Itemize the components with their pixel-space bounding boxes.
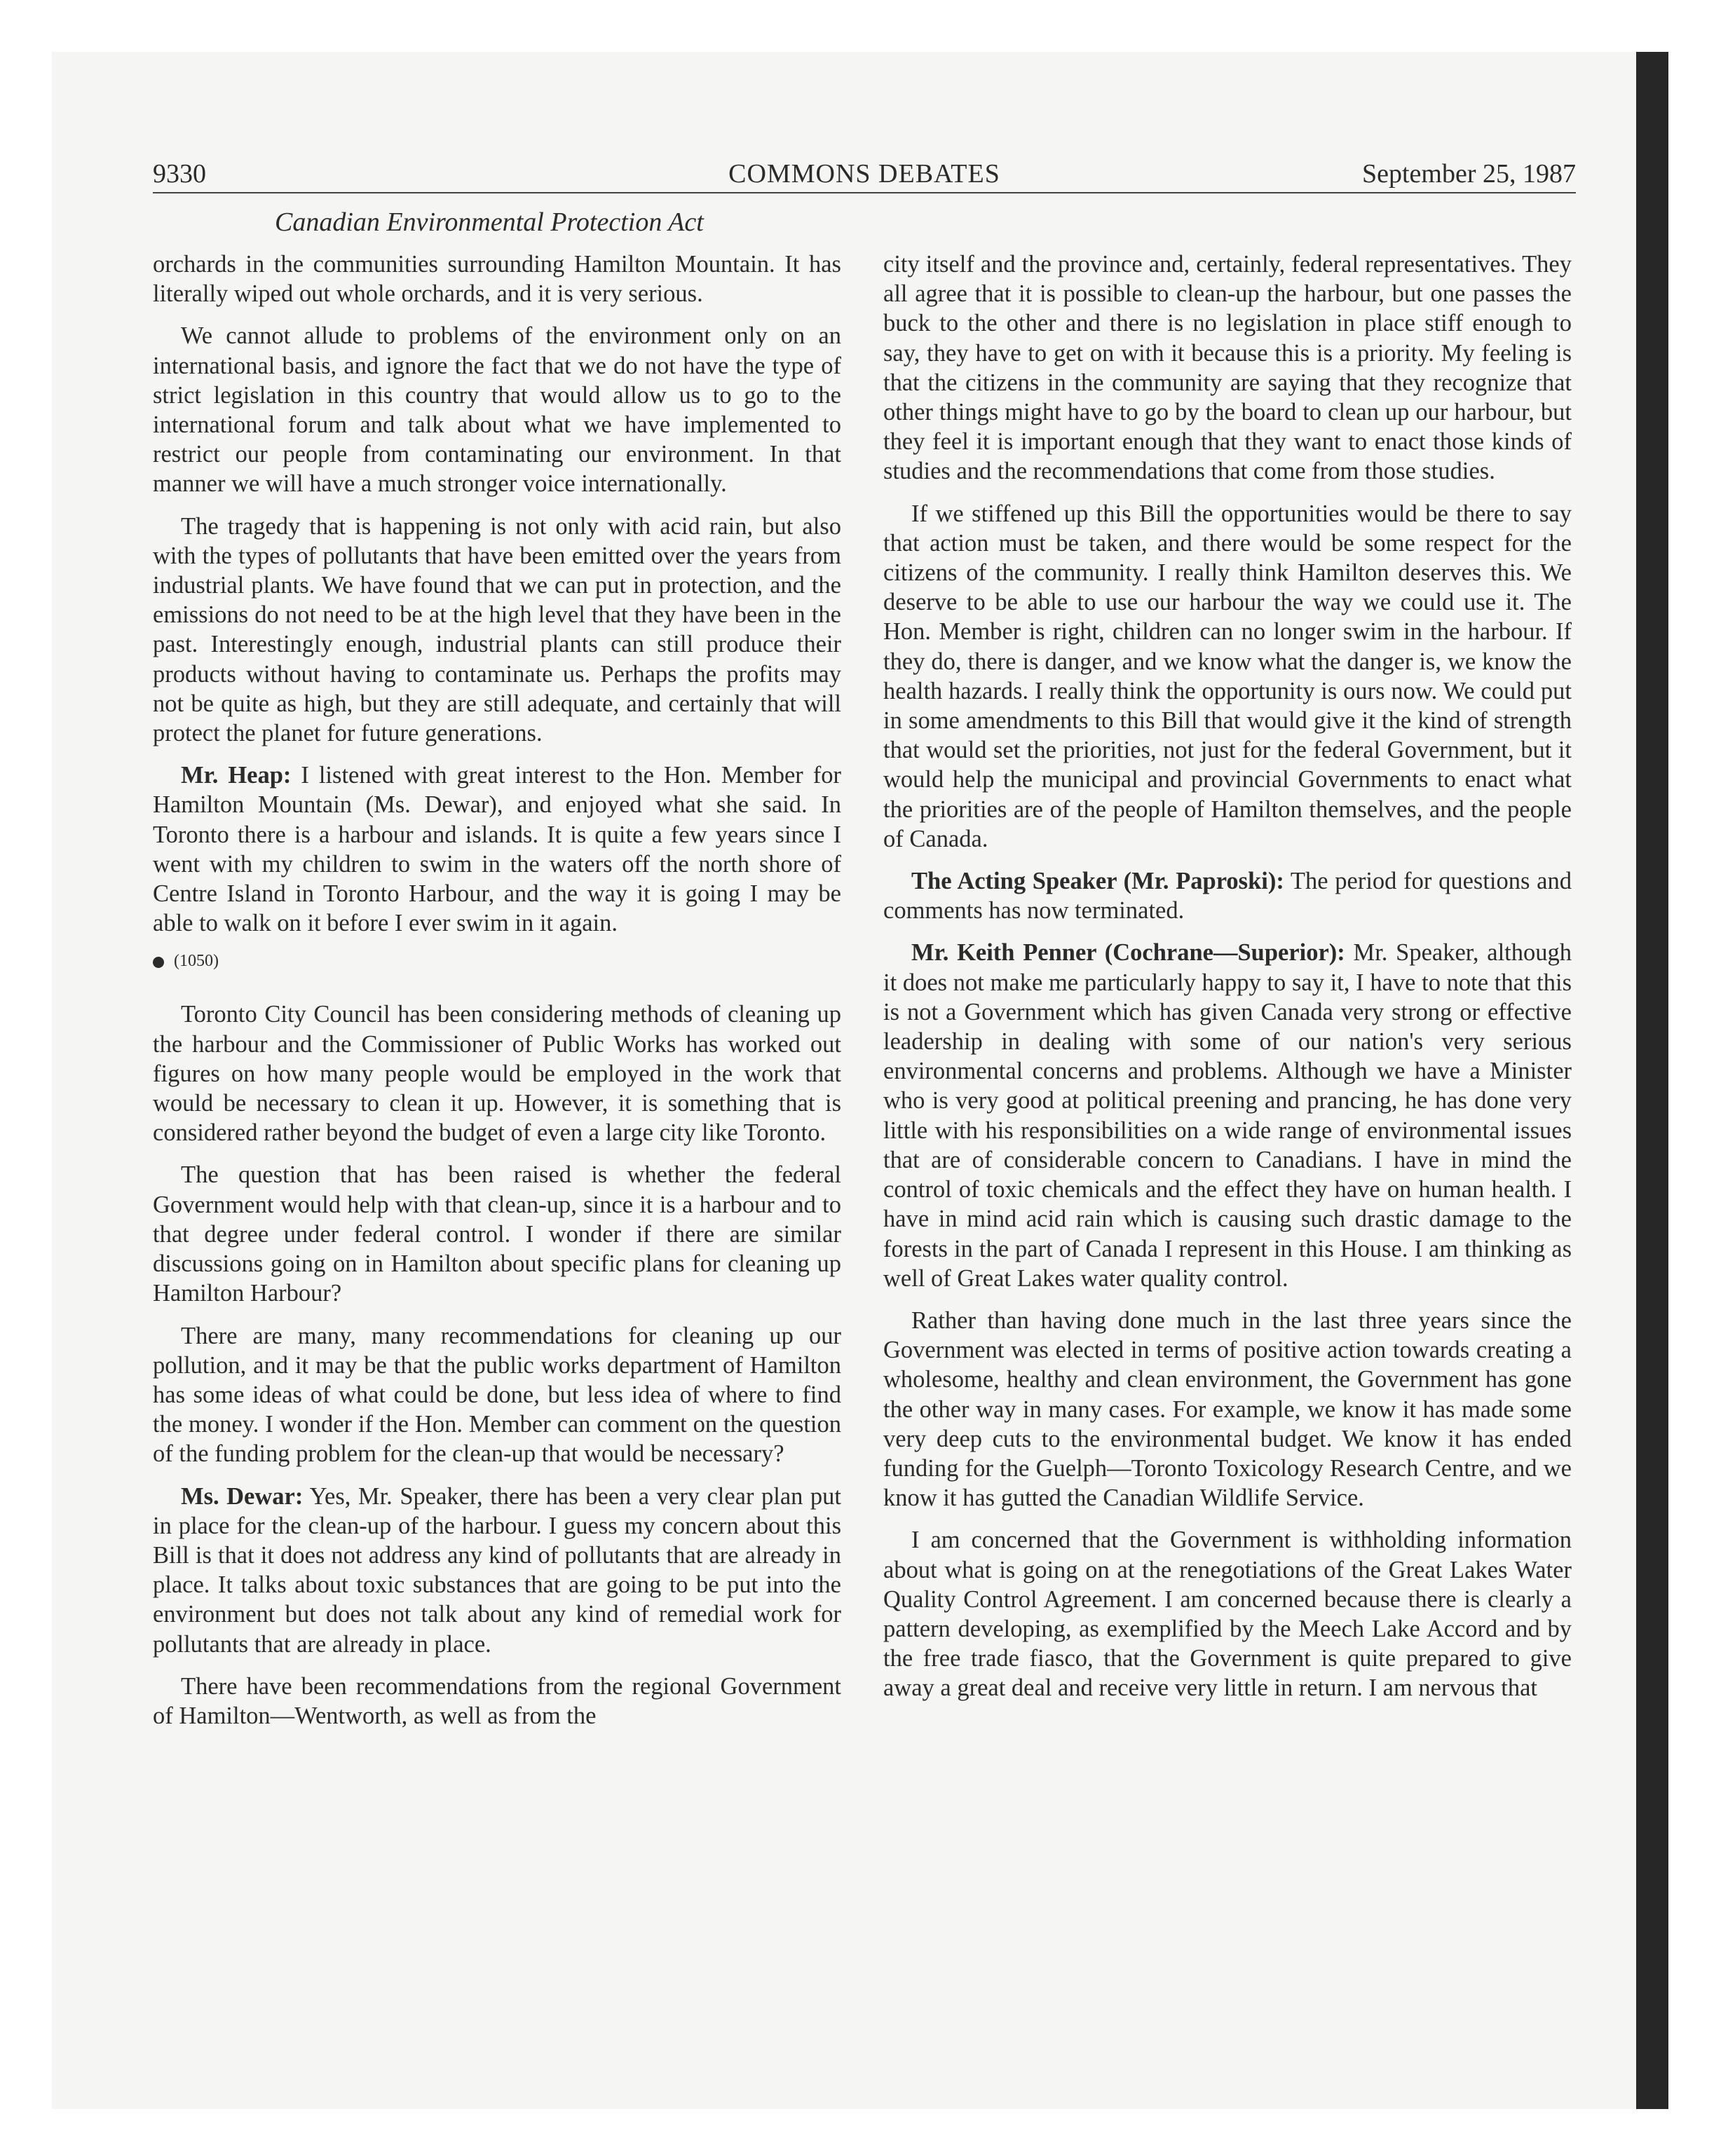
- paragraph: The question that has been raised is whether the federal Government would help with that clean-up, since it is a harbour and to that degree under federal control. I wonder if there are similar discussions going on in Hamilton about specific plans for cleaning up Hamilton Harbour?: [153, 1161, 841, 1307]
- page-number: 9330: [153, 159, 206, 189]
- paragraph: We cannot allude to problems of the environment only on an international basis, and ignore the fact that we do not have the type of strict legislation in this country that would allow us to go to the international forum and talk about what we have implemented to restrict our people from contaminating our environment. In that manner we will have a much stronger voice internationally.: [153, 322, 841, 498]
- left-column: [153, 250, 841, 1743]
- speech-paragraph: [883, 938, 1572, 1292]
- paragraph: There have been recommendations from the regional Government of Hamilton—Wentworth, as well as from the: [153, 1672, 841, 1729]
- page-header: [153, 158, 1576, 193]
- paragraph: city itself and the province and, certainly, federal representatives. They all agree that it is possible to clean-up the harbour, but one passes the buck to the other and there is no legislation in place stiff enough to say, they have to get on with it because this is a priority. My feeling is that the citizens in the community are saying that they recognize that other things might have to go by the board to clean up our harbour, but they feel it is important enough that they want to enact those kinds of studies and the recommendations that come from those studies.: [883, 251, 1572, 485]
- paragraph: I am concerned that the Government is withholding information about what is going on at the renegotiations of the Great Lakes Water Quality Control Agreement. I am concerned because there is clearly a pattern developing, as exemplified by the Meech Lake Accord and by the free trade fiasco, that the Government is quite prepared to give away a great deal and receive very little in return. I am nervous that: [883, 1527, 1572, 1702]
- speech-text: I listened with great interest to the Hon. Member for Hamilton Mountain (Ms. Dewar), and enjoyed what she said. In Toronto there is a harbour and islands. It is quite a few years since I went with my children to swim in the waters off the north shore of Centre Island in Toronto Harbour, and the way it is going I may be able to walk on it before I ever swim in it again.: [153, 762, 841, 937]
- speaker-name: Mr. Heap:: [181, 762, 292, 789]
- paragraph: There are many, many recommendations for cleaning up our pollution, and it may be that the public works department of Hamilton has some ideas of what could be done, but less idea of where to find the money. I wonder if the Hon. Member can comment on the question of the funding problem for the clean-up that would be necessary?: [153, 1322, 841, 1468]
- time-marker: [153, 950, 841, 971]
- speaker-name: Ms. Dewar:: [181, 1482, 304, 1510]
- speaker-name: The Acting Speaker (Mr. Paproski):: [911, 868, 1284, 895]
- speech-paragraph: [153, 760, 841, 938]
- publication-title: COMMONS DEBATES: [728, 159, 1000, 189]
- speech-text: Yes, Mr. Speaker, there has been a very clear plan put in place for the clean-up of the harbour. I guess my concern about this Bill is that it does not address any kind of pollutants that are already in place. It talks about toxic substances that are going to be put into the environment but does not talk about any kind of remedial work for pollutants that are already in place.: [153, 1482, 841, 1658]
- paragraph: The tragedy that is happening is not only with acid rain, but also with the types of pollutants that have been emitted over the years from industrial plants. We have found that we can put in protection, and the emissions do not need to be at the high level that they have been in the past. Interestingly enough, industrial plants can still produce their products without having to contaminate us. Perhaps the profits may not be quite as high, but they are still adequate, and certainly that will protect the planet for future generations.: [153, 512, 841, 747]
- right-column: [883, 250, 1572, 1716]
- speech-text: The period for questions and comments has now terminated.: [883, 868, 1572, 925]
- paragraph: Rather than having done much in the last three years since the Government was elected in terms of positive action towards creating a wholesome, healthy and clean environment, the Government has gone the other way in many cases. For example, we know it has made some very deep cuts to the environmental budget. We know it has ended funding for the Guelph—Toronto Toxicology Research Centre, and we know it has gutted the Canadian Wildlife Service.: [883, 1306, 1572, 1512]
- publication-date: September 25, 1987: [1361, 159, 1576, 189]
- speech-text: Mr. Speaker, although it does not make me particularly happy to say it, I have to note that this is not a Government which has given Canada very strong or effective leadership in dealing with some of our nation's very serious environmental concerns and problems. Although we have a Minister who is very good at political preening and prancing, he has done very little with his responsibilities on a wide range of environmental issues that are of considerable concern to Canadians. I have in mind the control of toxic chemicals and the effect they have on human health. I have in mind acid rain which is causing such drastic damage to the forests in the part of Canada I represent in this House. I am thinking as well of Great Lakes water quality control.: [883, 939, 1572, 1292]
- paragraph: Toronto City Council has been considering methods of cleaning up the harbour and the Commissioner of Public Works has worked out figures on how many people would be employed in the work that would be necessary to clean it up. However, it is something that is considered rather beyond the budget of even a large city like Toronto.: [153, 1001, 841, 1147]
- speaker-name: Mr. Keith Penner (Cochrane—Superior):: [911, 939, 1345, 967]
- speech-paragraph: [153, 1482, 841, 1659]
- paragraph: If we stiffened up this Bill the opportunities would be there to say that action must be taken, and there would be some respect for the citizens of the community. I really think Hamilton deserves this. We deserve to be able to use our harbour the way we could use it. The Hon. Member is right, children can no longer swim in the harbour. If they do, there is danger, and we know what the danger is, we know the health hazards. I really think the opportunity is ours now. We could put in some amendments to this Bill that would give it the kind of strength that would set the priorities, not just for the federal Government, but it would help the municipal and provincial Governments to enact what the priorities are of the people of Hamilton themselves, and the people of Canada.: [883, 500, 1572, 852]
- bullet-icon: [153, 957, 164, 968]
- paragraph: orchards in the communities surrounding Hamilton Mountain. It has literally wiped out whole orchards, and it is very serious.: [153, 251, 841, 308]
- speech-paragraph: [883, 866, 1572, 925]
- running-title: Canadian Environmental Protection Act: [275, 207, 704, 237]
- scan-edge-bar: [1636, 52, 1668, 2109]
- time-marker-text: (1050): [174, 952, 219, 971]
